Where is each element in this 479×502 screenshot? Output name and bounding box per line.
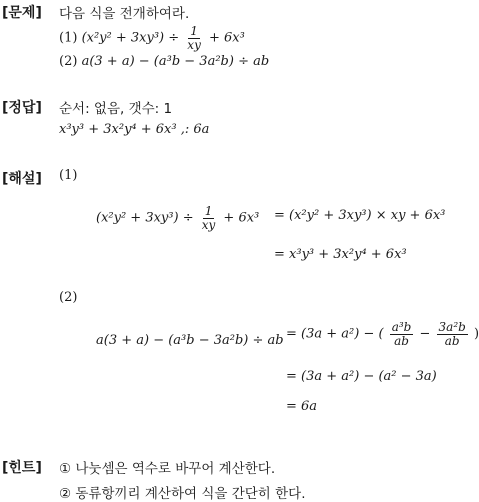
p2-fraction-2 [437,321,468,347]
solution-p2-lhs: a(3 + a) − (a³b − 3a²b) ÷ ab [96,333,284,348]
problem-tag: [문제] [2,5,42,21]
item1-frac-den: xy [187,37,201,52]
p1-frac-den: xy [201,217,216,232]
item1-frac-num: 1 [190,24,198,38]
solution-p2-rhs2: = (3a + a²) − (a² − 3a) [286,369,437,384]
problem-item-2 [59,54,269,69]
item1-right: + 6x³ [208,30,245,46]
solution-p2-rhs1 [286,321,479,347]
solution-part2-label: (2) [59,290,78,305]
solution-p2-rhs3: = 6a [286,399,318,414]
answer-expression: x³y³ + 3x²y⁴ + 6x³ ,: 6a [59,122,210,137]
answer-meta: 순서: 없음, 갯수: 1 [59,101,173,117]
p2-close-paren: ) [473,326,479,342]
p2-frac1-den: ab [394,333,409,348]
p2-rhs1-left: = (3a + a²) − ( [286,326,384,342]
p2-frac2-den: ab [444,333,460,348]
p2-minus: − [419,326,431,342]
p1-lhs-right: + 6x³ [223,210,260,226]
p1-lhs-left: (x²y² + 3xy³) ÷ [96,210,194,226]
hint-line-2: ② 동류항끼리 계산하여 식을 간단히 한다. [59,486,306,502]
solution-tag: [해설] [2,171,42,187]
item1-fraction [185,25,203,51]
answer-tag: [정답] [2,100,42,116]
solution-p1-lhs [96,205,259,231]
solution-p1-rhs1: = (x²y² + 3xy³) × xy + 6x³ [274,208,446,223]
problem-item-1 [59,25,245,51]
p2-frac2-num: 3a²b [438,320,466,334]
p1-frac-num: 1 [204,204,213,218]
hint-tag: [힌트] [2,460,42,476]
p2-fraction-1 [390,321,414,347]
p2-frac1-num: a³b [391,320,412,334]
problem-instruction: 다음 식을 전개하여라. [59,6,190,22]
item1-left: (x²y² + 3xy³) ÷ [81,30,180,46]
item2-label: (2) [59,54,78,69]
item2-expr: a(3 + a) − (a³b − 3a²b) ÷ ab [81,54,270,69]
item1-label: (1) [59,30,78,46]
hint-line-1: ① 나눗셈은 역수로 바꾸어 계산한다. [59,461,276,477]
solution-p1-rhs2: = x³y³ + 3x²y⁴ + 6x³ [274,247,407,262]
p1-lhs-fraction [200,205,218,231]
solution-part1-label: (1) [59,168,78,183]
